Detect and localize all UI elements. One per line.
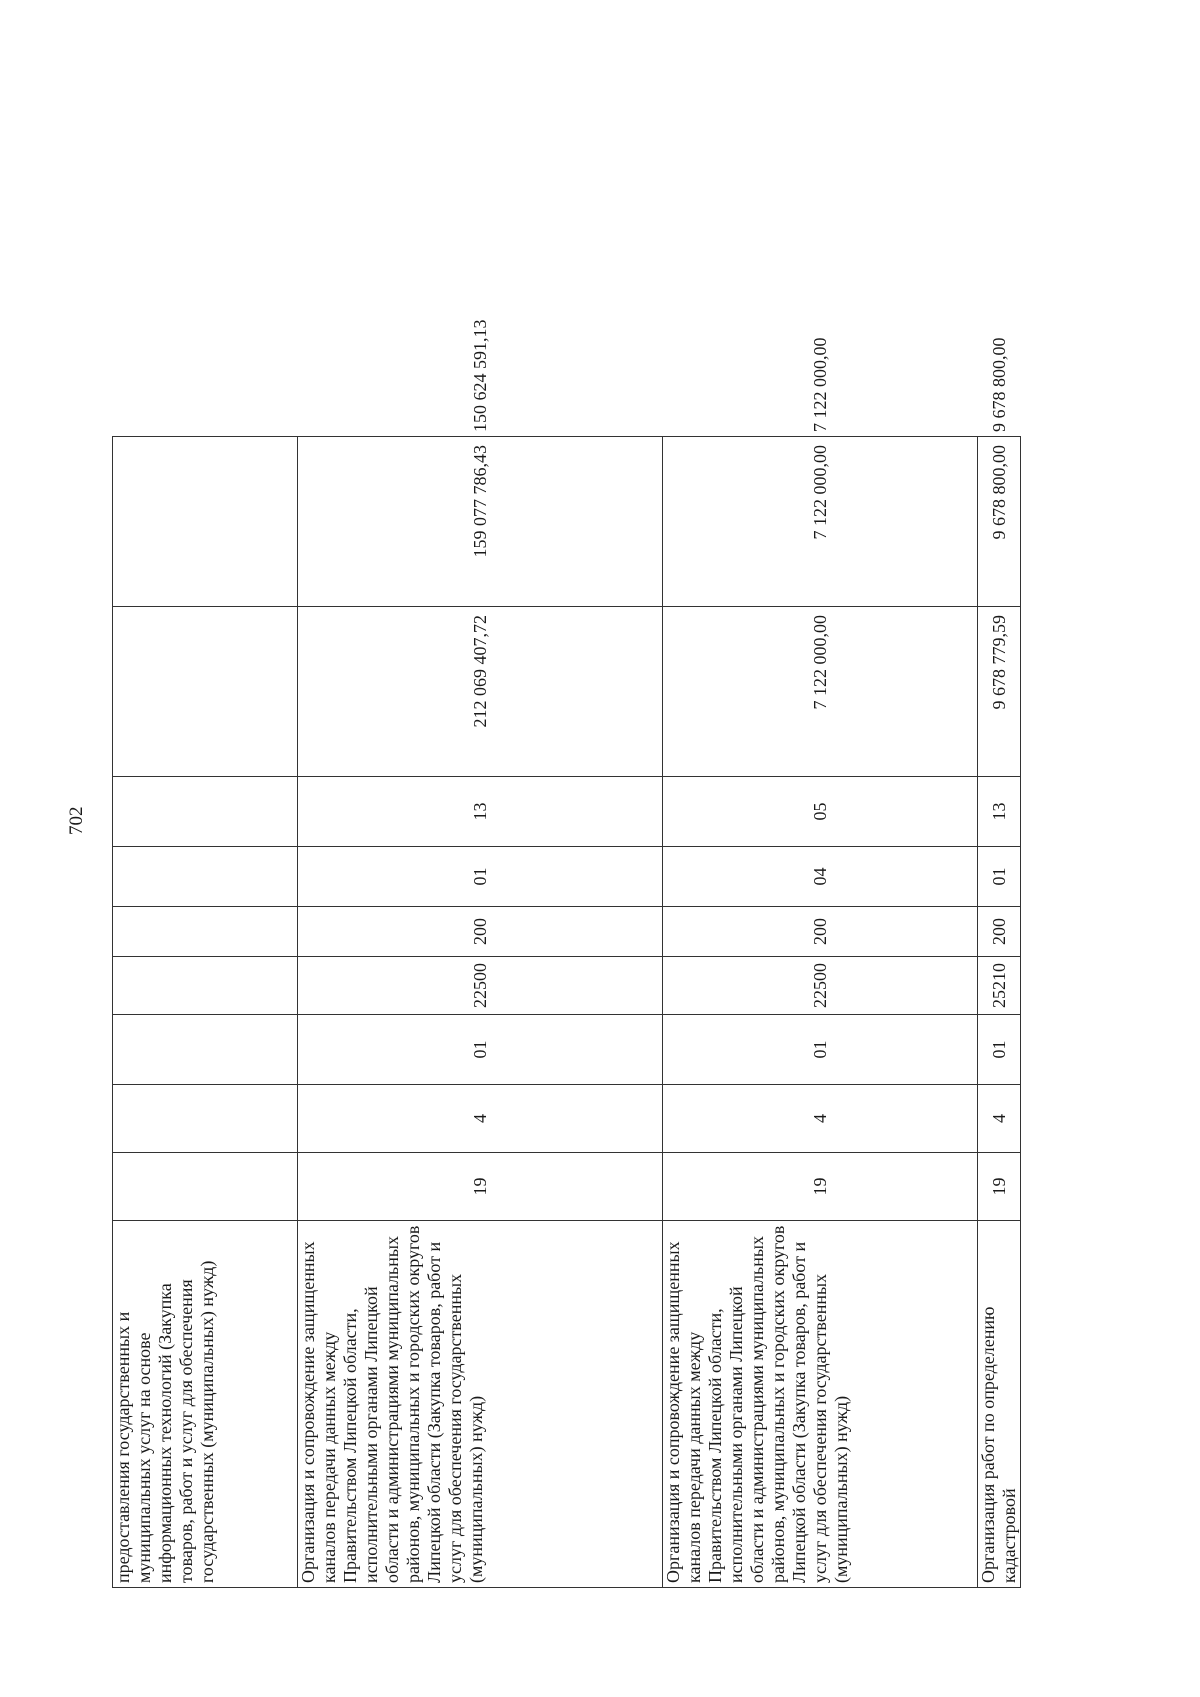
cell-code-6 xyxy=(113,847,298,907)
cell-code-2: 4 xyxy=(298,1085,663,1153)
cell-code-5: 200 xyxy=(978,907,1021,957)
cell-amount-1 xyxy=(113,607,298,777)
cell-code-1: 19 xyxy=(663,1153,978,1221)
table-row: Организация и сопровождение защищенных каналов передачи данных между Правительством Липецкой области, исполнительными органами Липецкой области и администрациями муниципальных районов, муниципальных и городских округов Липецкой области (Закупка товаров, работ и услуг для обеспечения государственных (муниципальных) нужд) 19 4 01 22500 200 01 13 212 069 407,72 159 077 786,43 150 624 591,13 xyxy=(298,437,663,1588)
row-description: Организация работ по определению кадастровой xyxy=(978,1221,1021,1588)
cell-amount-2: 7 122 000,00 xyxy=(663,437,978,607)
cell-code-6: 04 xyxy=(663,847,978,907)
cell-code-2 xyxy=(113,1085,298,1153)
cell-code-3 xyxy=(113,1015,298,1085)
cell-code-4 xyxy=(113,957,298,1015)
cell-code-2: 4 xyxy=(978,1085,1021,1153)
cell-code-5: 200 xyxy=(663,907,978,957)
cell-code-7: 13 xyxy=(298,777,663,847)
table-row: Организация и сопровождение защищенных каналов передачи данных между Правительством Липецкой области, исполнительными органами Липецкой области и администрациями муниципальных районов, муниципальных и городских округов Липецкой области (Закупка товаров, работ и услуг для обеспечения государственных (муниципальных) нужд) 19 4 01 22500 200 04 05 7 122 000,00 7 122 000,00 7 122 000,00 xyxy=(663,437,978,1588)
cell-code-3: 01 xyxy=(298,1015,663,1085)
cell-code-1: 19 xyxy=(978,1153,1021,1221)
cell-amount-2: 159 077 786,43 xyxy=(298,437,663,607)
cell-code-3: 01 xyxy=(978,1015,1021,1085)
table-row: Организация работ по определению кадастровой 19 4 01 25210 200 01 13 9 678 779,59 9 678 800,00 9 678 800,00 xyxy=(978,437,1021,1588)
cell-code-6: 01 xyxy=(978,847,1021,907)
row-description: предоставления государственных и муниципальных услуг на основе информационных технологий (Закупка товаров, работ и услуг для обеспечения государственных (муниципальных) нужд) xyxy=(113,1221,298,1588)
cell-code-4: 22500 xyxy=(298,957,663,1015)
row-description: Организация и сопровождение защищенных каналов передачи данных между Правительством Липецкой области, исполнительными органами Липецкой области и администрациями муниципальных районов, муниципальных и городских округов Липецкой области (Закупка товаров, работ и услуг для обеспечения государственных (муниципальных) нужд) xyxy=(298,1221,663,1588)
cell-amount-1: 7 122 000,00 xyxy=(663,607,978,777)
budget-table xyxy=(112,319,1021,1588)
cell-code-1: 19 xyxy=(298,1153,663,1221)
cell-code-7 xyxy=(113,777,298,847)
cell-amount-1: 212 069 407,72 xyxy=(298,607,663,777)
page-number: 702 xyxy=(66,806,87,835)
cell-code-5: 200 xyxy=(298,907,663,957)
cell-code-2: 4 xyxy=(663,1085,978,1153)
row-description: Организация и сопровождение защищенных каналов передачи данных между Правительством Липецкой области, исполнительными органами Липецкой области и администрациями муниципальных районов, муниципальных и городских округов Липецкой области (Закупка товаров, работ и услуг для обеспечения государственных (муниципальных) нужд) xyxy=(663,1221,978,1588)
cell-amount-2 xyxy=(113,437,298,607)
cell-code-3: 01 xyxy=(663,1015,978,1085)
cell-code-7: 13 xyxy=(978,777,1021,847)
cell-code-4: 25210 xyxy=(978,957,1021,1015)
budget-table-rotated xyxy=(112,319,1019,1588)
cell-code-1 xyxy=(113,1153,298,1221)
cell-code-5 xyxy=(113,907,298,957)
cell-amount-1: 9 678 779,59 xyxy=(978,607,1021,777)
cell-code-7: 05 xyxy=(663,777,978,847)
cell-amount-2: 9 678 800,00 xyxy=(978,437,1021,607)
cell-code-4: 22500 xyxy=(663,957,978,1015)
cell-code-6: 01 xyxy=(298,847,663,907)
table-row xyxy=(113,437,298,1588)
